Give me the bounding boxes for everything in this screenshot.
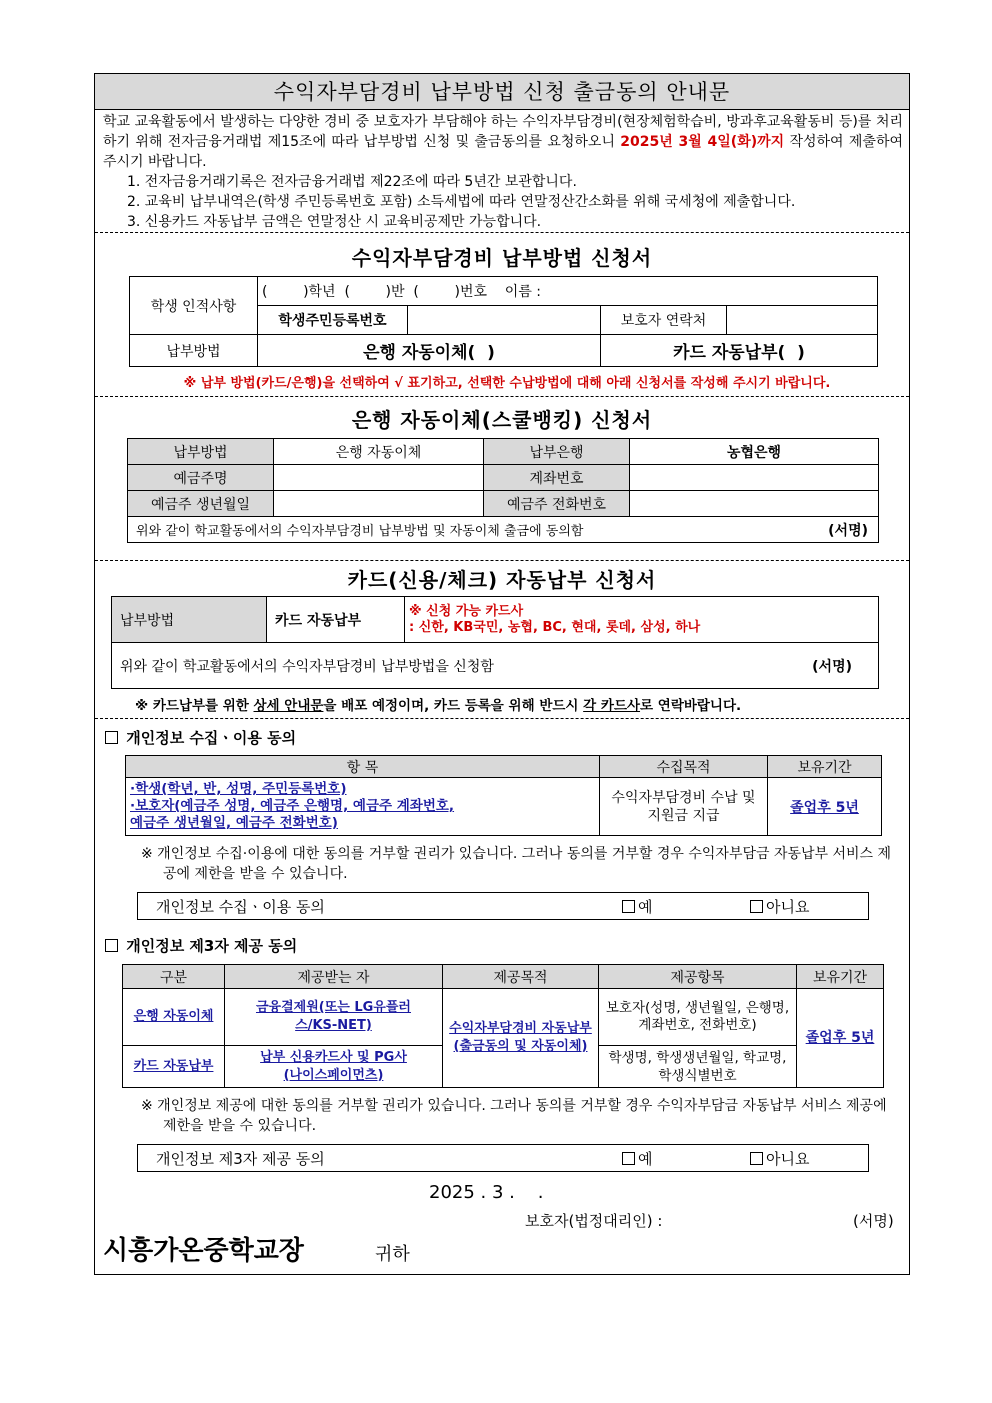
card-method-label: 납부방법	[112, 597, 267, 643]
third-party-no[interactable]: 아니요	[750, 1145, 809, 1173]
holder-field[interactable]	[274, 465, 484, 491]
privacy-col-item: 항 목	[126, 756, 600, 778]
intro-paragraph: 학교 교육활동에서 발생하는 다양한 경비 중 보호자가 부담해야 하는 수익자부담경비(현장체험학습비, 방과후교육활동비 등)를 처리하기 위해 전자금융거래법 제15조에 따라 납부방법 신청 및 출금동의를 요청하오니 2025년 3월 4일(화)까지 작성하여 제출하여 주시기 바랍니다.	[103, 114, 904, 170]
method-notice: ※ 납부 방법(카드/은행)을 선택하여 √ 표기하고, 선택한 수납방법에 대해 아래 신청서를 작성해 주시기 바랍니다.	[183, 376, 831, 391]
tp-card-type: 카드 자동납부	[123, 1046, 225, 1088]
bank-sign[interactable]: (서명)	[828, 522, 868, 539]
bank-option[interactable]: 은행 자동이체( )	[258, 335, 601, 367]
privacy-consent-label: 개인정보 수집ㆍ이용 동의	[156, 898, 325, 916]
card-table	[111, 596, 879, 689]
third-party-consent-label: 개인정보 제3자 제공 동의	[156, 1150, 325, 1168]
application-table	[129, 276, 878, 367]
privacy-consent-box	[137, 892, 869, 920]
bank-method-value: 은행 자동이체	[274, 439, 484, 465]
holder-phone-field[interactable]	[630, 491, 879, 517]
account-field[interactable]	[630, 465, 879, 491]
application-title: 수익자부담경비 납부방법 신청서	[351, 246, 653, 270]
bank-title: 은행 자동이체(스쿨뱅킹) 신청서	[351, 408, 653, 432]
privacy-table	[125, 755, 882, 836]
divider	[95, 232, 909, 233]
tp-col-purpose: 제공목적	[443, 965, 599, 989]
deadline: 2025년 3월 4일(화)까지	[620, 134, 785, 150]
method-label: 납부방법	[130, 335, 258, 367]
privacy-period: 졸업후 5년	[768, 778, 882, 836]
card-method-value: 카드 자동납부	[267, 597, 405, 643]
holder-birth-label: 예금주 생년월일	[128, 491, 274, 517]
privacy-no[interactable]: 아니요	[750, 893, 809, 921]
third-party-yes[interactable]: 예	[622, 1145, 653, 1173]
privacy-purpose: 수익자부담경비 수납 및 지원금 지급	[600, 778, 768, 836]
tp-period: 졸업후 5년	[797, 989, 884, 1088]
bank-name-label: 납부은행	[484, 439, 630, 465]
intro-item: 2. 교육비 납부내역은(학생 주민등록번호 포함) 소득세법에 따라 연말정산간소화를 위해 국세청에 제출합니다.	[127, 194, 796, 210]
card-consent-row	[112, 643, 879, 689]
guardian-contact-label: 보호자 연락처	[601, 306, 727, 335]
bank-consent-row	[128, 517, 879, 543]
bank-consent-text: 위와 같이 학교활동에서의 수익자부담경비 납부방법 및 자동이체 출금에 동의함	[136, 523, 584, 539]
guardian-contact-field[interactable]	[727, 306, 878, 335]
tp-col-items: 제공항목	[599, 965, 797, 989]
tp-bank-items: 보호자(성명, 생년월일, 은행명, 계좌번호, 전화번호)	[599, 989, 797, 1046]
third-party-note: ※ 개인정보 제공에 대한 동의를 거부할 권리가 있습니다. 그러나 동의를 거부할 경우 수익자부담금 자동납부 서비스 제공에 제한을 받을 수 있습니다.	[141, 1098, 887, 1134]
holder-phone-label: 예금주 전화번호	[484, 491, 630, 517]
divider	[95, 560, 909, 561]
privacy-items-cell: ·학생(학년, 반, 성명, 주민등록번호) ·보호자(예금주 성명, 예금주 은행명, 예금주 계좌번호, 예금주 생년월일, 예금주 전화번호)	[126, 778, 600, 836]
card-available-list: : 신한, KB국민, 농협, BC, 현대, 롯데, 삼성, 하나	[409, 619, 701, 635]
bank-method-label: 납부방법	[128, 439, 274, 465]
addressee-suffix: 귀하	[375, 1244, 410, 1265]
bank-name-value: 농협은행	[630, 439, 879, 465]
guardian-sign[interactable]: (서명)	[853, 1212, 894, 1230]
document-frame	[94, 73, 910, 1275]
holder-birth-field[interactable]	[274, 491, 484, 517]
third-party-consent-box	[137, 1144, 869, 1172]
principal: 시흥가온중학교장	[103, 1236, 304, 1266]
privacy-yes[interactable]: 예	[622, 893, 653, 921]
divider	[95, 396, 909, 397]
resident-no-field[interactable]	[408, 306, 601, 335]
tp-bank-recipient: 금융결제원(또는 LG유플러스/KS-NET)	[225, 989, 443, 1046]
checkbox-icon	[105, 939, 118, 952]
tp-col-type: 구분	[123, 965, 225, 989]
card-option[interactable]: 카드 자동납부( )	[601, 335, 878, 367]
privacy-heading: 개인정보 수집ㆍ이용 동의	[105, 728, 296, 748]
bank-table	[127, 438, 879, 543]
card-consent-text: 위와 같이 학교활동에서의 수익자부담경비 납부방법을 신청함	[120, 658, 494, 675]
third-party-heading: 개인정보 제3자 제공 동의	[105, 936, 297, 956]
third-party-table	[122, 964, 884, 1088]
holder-label: 예금주명	[128, 465, 274, 491]
tp-bank-type: 은행 자동이체	[123, 989, 225, 1046]
student-info-line[interactable]: ( )학년 ( )반 ( )번호 이름 :	[258, 277, 878, 306]
privacy-col-purpose: 수집목적	[600, 756, 768, 778]
document-title: 수익자부담경비 납부방법 신청 출금동의 안내문	[95, 74, 909, 110]
resident-no-label: 학생주민등록번호	[258, 306, 408, 335]
tp-purpose: 수익자부담경비 자동납부 (출금동의 및 자동이체)	[443, 989, 599, 1088]
student-info-label: 학생 인적사항	[130, 277, 258, 335]
checkbox-icon	[105, 731, 118, 744]
intro-section	[103, 112, 903, 232]
card-available-title: ※ 신청 가능 카드사	[409, 603, 524, 619]
guardian-label: 보호자(법정대리인) :	[525, 1212, 663, 1230]
intro-item: 3. 신용카드 자동납부 금액은 연말정산 시 교육비공제만 가능합니다.	[127, 214, 542, 230]
tp-card-recipient: 납부 신용카드사 및 PG사(나이스페이먼츠)	[225, 1046, 443, 1088]
date-line[interactable]: 2025 . 3 . .	[429, 1182, 544, 1203]
card-sign[interactable]: (서명)	[812, 658, 852, 675]
tp-card-items: 학생명, 학생생년월일, 학교명, 학생식별번호	[599, 1046, 797, 1088]
intro-item: 1. 전자금융거래기록은 전자금융거래법 제22조에 따라 5년간 보관합니다.	[127, 174, 577, 190]
card-available	[405, 597, 879, 643]
privacy-note: ※ 개인정보 수집·이용에 대한 동의를 거부할 권리가 있습니다. 그러나 동의를 거부할 경우 수익자부담금 자동납부 서비스 제공에 제한을 받을 수 있습니다.	[141, 846, 892, 882]
card-notice: ※ 카드납부를 위한 상세 안내문을 배포 예정이며, 카드 등록을 위해 반드시 각 카드사로 연락바랍니다.	[135, 698, 742, 714]
card-title: 카드(신용/체크) 자동납부 신청서	[347, 568, 657, 592]
privacy-col-period: 보유기간	[768, 756, 882, 778]
tp-col-recipient: 제공받는 자	[225, 965, 443, 989]
account-label: 계좌번호	[484, 465, 630, 491]
tp-col-period: 보유기간	[797, 965, 884, 989]
intro-list	[103, 172, 903, 232]
divider	[95, 718, 909, 719]
